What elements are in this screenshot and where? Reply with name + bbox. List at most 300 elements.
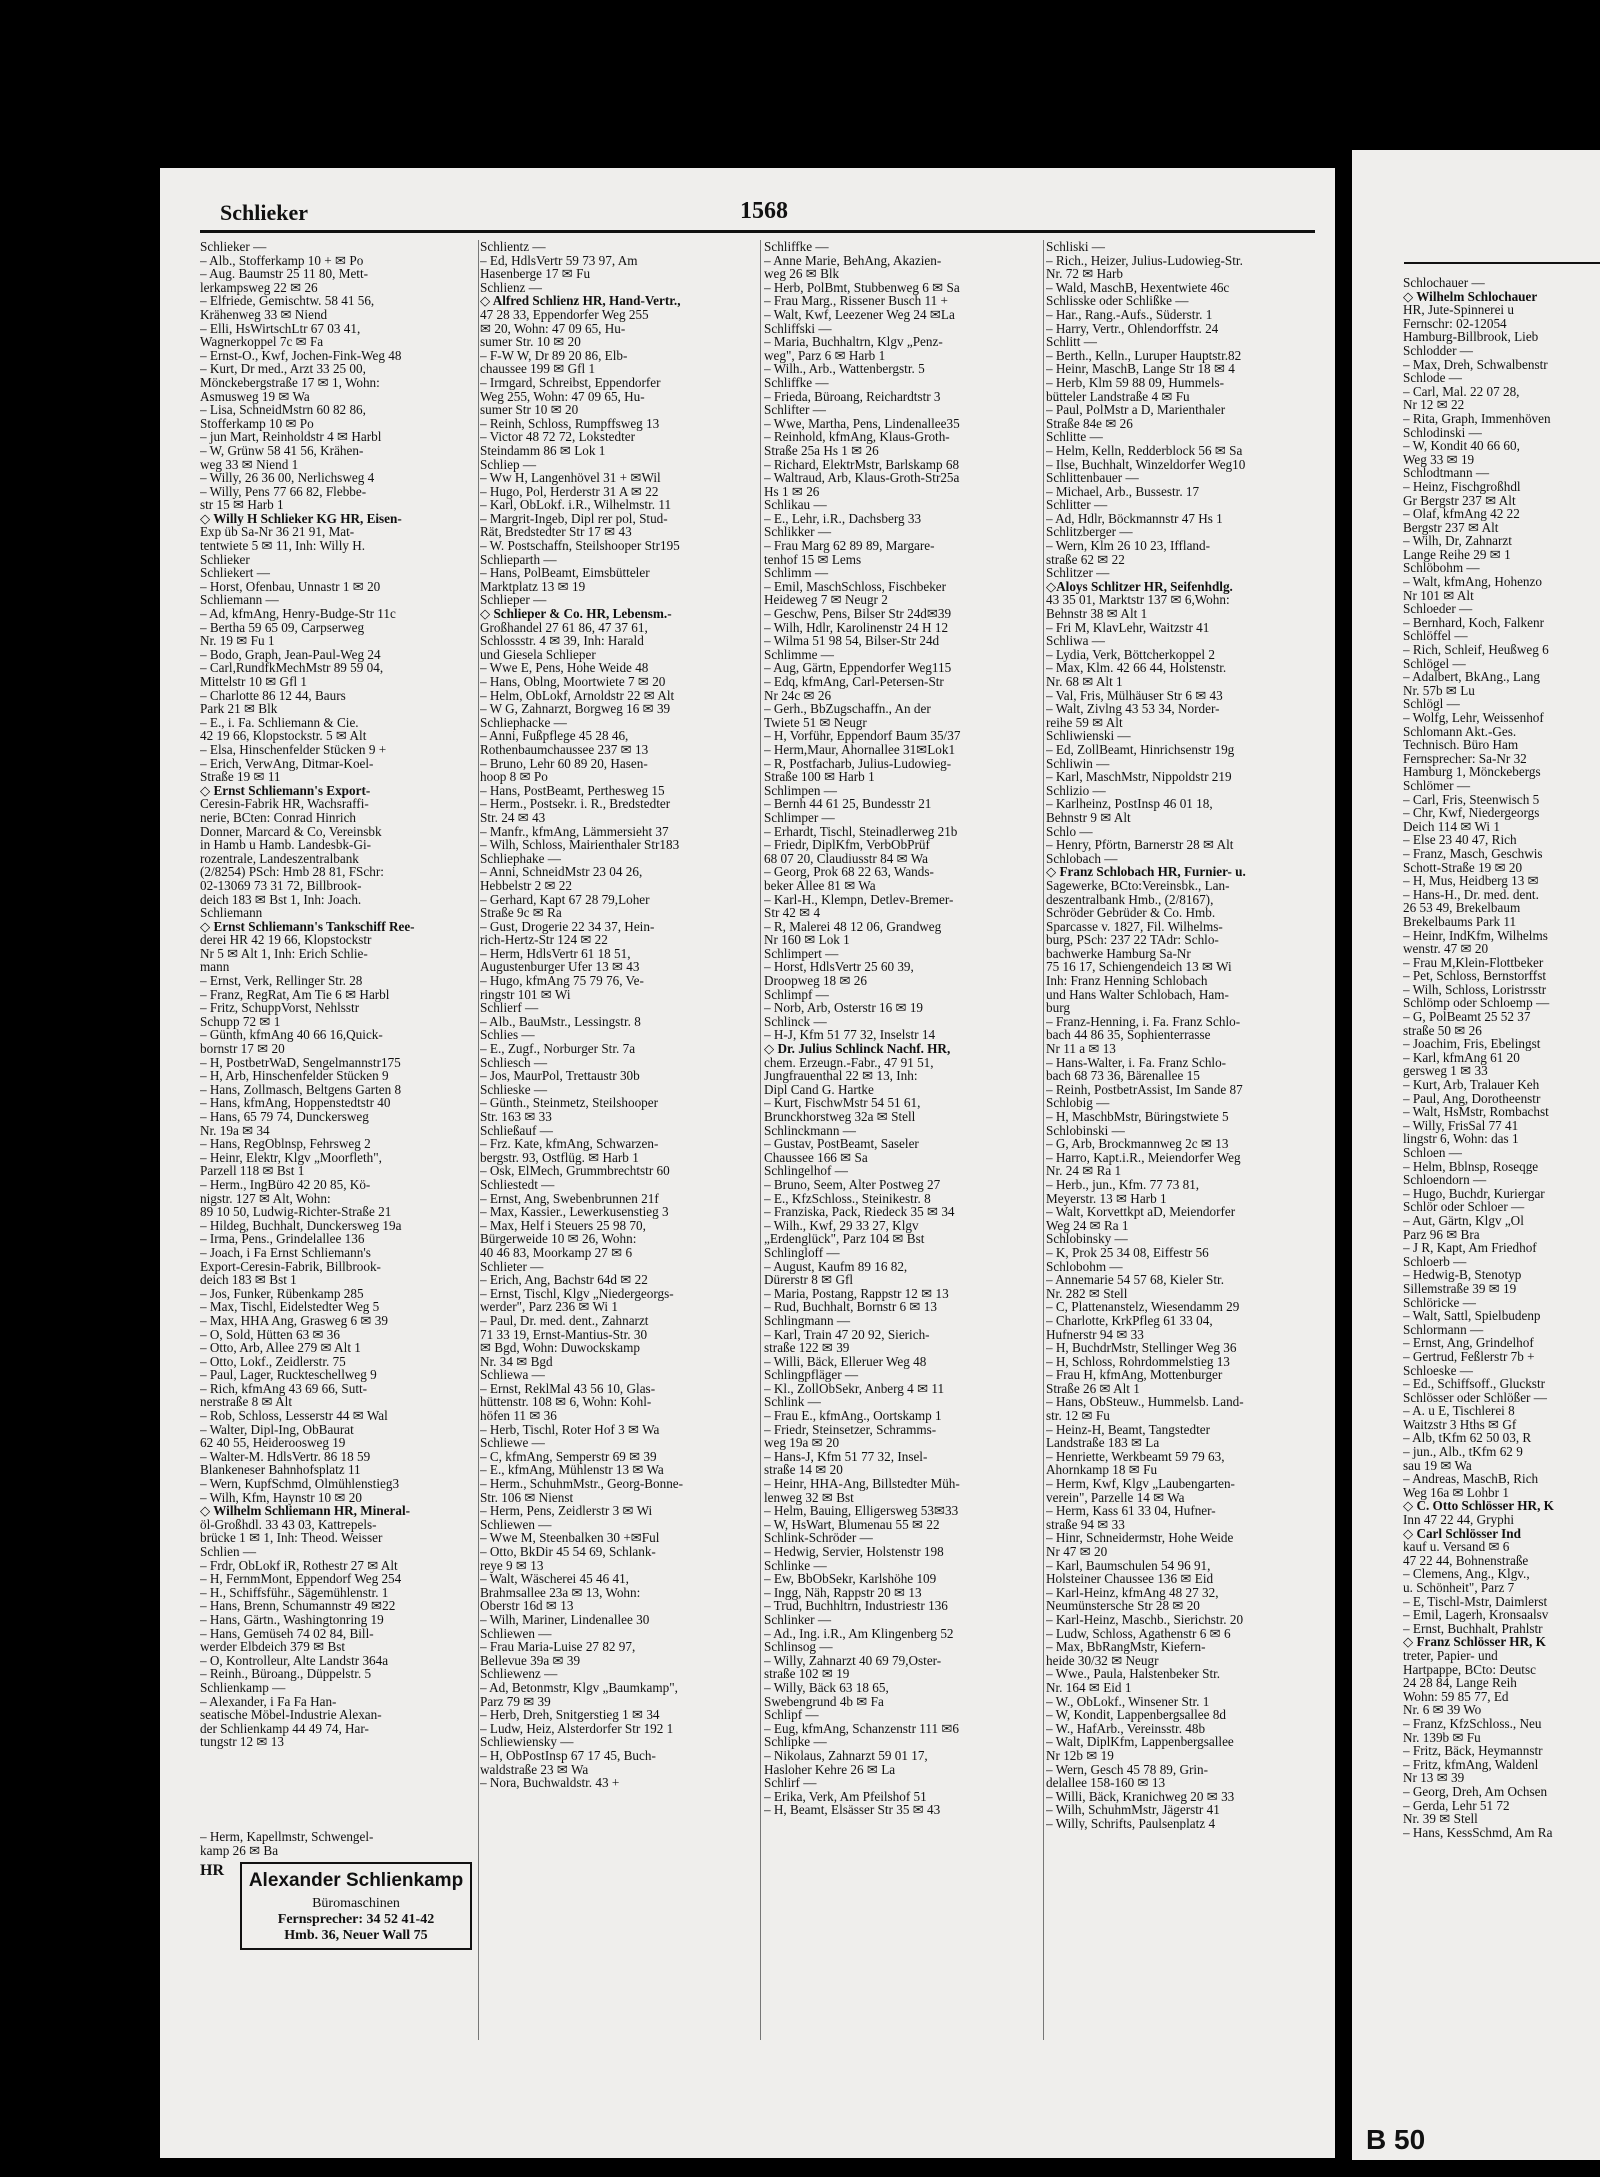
directory-entry-line: straße 94 ✉ 33 bbox=[1046, 1516, 1125, 1532]
directory-entry-line: Brunckhorstweg 32a ✉ Stell bbox=[764, 1109, 916, 1124]
directory-entry-line: Schlobohm — bbox=[1046, 1258, 1123, 1274]
directory-entry-line: Schlöffel — bbox=[1403, 628, 1468, 644]
directory-entry-line: höfen 11 ✉ 36 bbox=[480, 1408, 557, 1424]
directory-entry-line: – Walter, Dipl-Ing, ObBaurat bbox=[200, 1421, 354, 1437]
directory-entry-line: Straße 100 ✉ Harb 1 bbox=[764, 769, 875, 785]
directory-entry-line: Schliewiensky — bbox=[480, 1734, 574, 1750]
directory-entry-line: – Hugo, Buchdr, Kuriergar bbox=[1403, 1185, 1545, 1201]
directory-entry-line: Schlitter — bbox=[1046, 497, 1108, 513]
directory-entry-line: Hasenberge 17 ✉ Fu bbox=[480, 266, 591, 282]
directory-entry-line: – Friedr, DiplKfm, VerbObPrüf bbox=[764, 837, 930, 853]
directory-entry-line: Schliffski — bbox=[764, 320, 832, 336]
directory-entry-line: – Hinr, Schneidermstr, Hohe Weide bbox=[1046, 1530, 1234, 1546]
directory-entry-line: – Frau M,Klein-Flottbeker bbox=[1403, 954, 1544, 970]
directory-entry-line: 89 10 50, Ludwig-Richter-Straße 21 bbox=[200, 1204, 392, 1220]
directory-entry-line: – Rich., Heizer, Julius-Ludowieg-Str. bbox=[1046, 252, 1243, 268]
directory-entry-line: Blankeneser Bahnhofsplatz 11 bbox=[200, 1462, 361, 1478]
directory-entry-line: Schlirf — bbox=[764, 1775, 817, 1791]
directory-entry-line: Schliewa — bbox=[480, 1367, 545, 1383]
directory-entry-line: – Norb, Arb, Osterstr 16 ✉ 19 bbox=[764, 1000, 924, 1016]
directory-entry-line: Schlipke — bbox=[764, 1734, 827, 1750]
directory-entry-line: Straße 84e ✉ 26 bbox=[1046, 415, 1133, 431]
directory-entry-line: Schlömer — bbox=[1403, 777, 1471, 793]
directory-entry-line: – Rob, Schloss, Lesserstr 44 ✉ Wal bbox=[200, 1408, 388, 1424]
directory-entry-line: weg 19a ✉ 20 bbox=[764, 1435, 840, 1451]
directory-entry-line: – Henriette, Werkbeamt 59 79 63, bbox=[1046, 1448, 1225, 1464]
directory-entry-line: – Hugo, kfmAng 75 79 76, Ve- bbox=[480, 973, 644, 989]
directory-entry-line: – Joachim, Fris, Ebelingst bbox=[1403, 1036, 1541, 1052]
directory-entry-line: Schliemann bbox=[200, 905, 263, 921]
directory-entry-line: – Andreas, MaschB, Rich bbox=[1403, 1471, 1539, 1487]
directory-entry-line: Schlientz — bbox=[480, 240, 546, 254]
directory-entry-line: 40 46 83, Moorkamp 27 ✉ 6 bbox=[480, 1244, 633, 1260]
directory-entry-line: Schlink-Schröder — bbox=[764, 1530, 873, 1546]
directory-entry-line: – Karlheinz, PostInsp 46 01 18, bbox=[1046, 796, 1213, 812]
directory-entry-line: Schlipf — bbox=[764, 1707, 819, 1723]
directory-entry-line: – Anni, SchneidMstr 23 04 26, bbox=[480, 864, 643, 880]
directory-entry-line: – Max, Tischl, Eidelstedter Weg 5 bbox=[200, 1299, 380, 1315]
directory-entry-line: – H., Schiffsführ., Sägemühlenstr. 1 bbox=[200, 1584, 389, 1600]
directory-entry-line: – Frieda, Büroang, Reichardtstr 3 bbox=[764, 388, 941, 404]
directory-entry-line: Hebbelstr 2 ✉ 22 bbox=[480, 877, 572, 893]
directory-entry-line: Schlöricke — bbox=[1403, 1294, 1476, 1310]
directory-entry-line: – Otto, Arb, Allee 279 ✉ Alt 1 bbox=[200, 1340, 361, 1356]
directory-entry-line: Schlodtmann — bbox=[1403, 465, 1490, 481]
directory-entry-line: Dipl Cand G. Hartke bbox=[764, 1081, 874, 1097]
directory-entry-line: – W., HafArb., Vereinsstr. 48b bbox=[1046, 1720, 1206, 1736]
directory-entry-line: – Heinr, Elektr, Klgv „Moorfleth", bbox=[200, 1149, 382, 1165]
directory-entry-line: – Herm, Pens, Zeidlerstr 3 ✉ Wi bbox=[480, 1503, 653, 1519]
directory-entry-line: – Joach, i Fa Ernst Schliemann's bbox=[200, 1244, 371, 1260]
directory-entry-line: – Ew, BbObSekr, Karlshöhe 109 bbox=[764, 1571, 937, 1587]
directory-entry-line: – Heinz, Fischgroßhdl bbox=[1403, 478, 1521, 494]
directory-entry-line: – Wilh, Mariner, Lindenallee 30 bbox=[480, 1611, 650, 1627]
directory-entry-line: Deich 114 ✉ Wi 1 bbox=[1403, 818, 1500, 834]
directory-entry-line: – Günth, kfmAng 40 66 16,Quick- bbox=[200, 1027, 383, 1043]
directory-entry-line: kamp 26 ✉ Ba bbox=[200, 1843, 279, 1858]
directory-entry-line: ✉ 20, Wohn: 47 09 65, Hu- bbox=[480, 320, 626, 336]
directory-entry-line: – Walt, Korvettkpt aD, Meiendorfer bbox=[1046, 1204, 1236, 1220]
directory-entry-line: – Elfriede, Gemischtw. 58 41 56, bbox=[200, 293, 375, 309]
directory-entry-line: – C, Plattenanstelz, Wiesendamm 29 bbox=[1046, 1299, 1240, 1315]
directory-entry-line: – W., ObLokf., Winsener Str. 1 bbox=[1046, 1693, 1210, 1709]
directory-entry-line: – Helm, Bauing, Elligersweg 53✉33 bbox=[764, 1503, 959, 1519]
directory-entry-line: – Alexander, i Fa Fa Han- bbox=[200, 1693, 337, 1709]
directory-entry-line: – Frau Marg., Rissener Busch 11 + bbox=[764, 293, 948, 309]
directory-entry-line: Weg 255, Wohn: 47 09 65, Hu- bbox=[480, 388, 645, 404]
directory-entry-line: – Jos, Funker, Rübenkamp 285 bbox=[200, 1285, 364, 1301]
directory-entry-line: Wagnerkoppel 7c ✉ Fa bbox=[200, 334, 324, 350]
directory-entry-line: – W. Postschaffn, Steilshooper Str195 bbox=[480, 538, 680, 554]
directory-entry-line: – J R, Kapt, Am Friedhof bbox=[1403, 1240, 1537, 1256]
directory-entry-line: ◇ Wilhelm Schlochauer bbox=[1403, 288, 1538, 304]
directory-entry-line: – E., i. Fa. Schliemann & Cie. bbox=[200, 714, 359, 730]
directory-entry-line: – Ad., Ing. i.R., Am Klingenberg 52 bbox=[764, 1625, 954, 1641]
directory-entry-line: – Gerh., BbZugschaffn., An der bbox=[764, 701, 931, 717]
directory-entry-line: – Walt, Zivlng 43 53 34, Norder- bbox=[1046, 701, 1220, 717]
directory-entry-line: Ahornkamp 18 ✉ Fu bbox=[1046, 1462, 1158, 1478]
directory-entry-line: – Manfr., kfmAng, Lämmersieht 37 bbox=[480, 823, 669, 839]
directory-entry-line: Schliewen — bbox=[480, 1516, 552, 1532]
directory-entry-line: – W, Kondit, Lappenbergsallee 8d bbox=[1046, 1707, 1226, 1723]
directory-entry-line: ◇Aloys Schlitzer HR, Seifenhdlg. bbox=[1046, 578, 1233, 594]
directory-entry-line: derei HR 42 19 66, Klopstockstr bbox=[200, 932, 372, 948]
directory-entry-line: – Walt, Sattl, Spielbudenp bbox=[1403, 1308, 1541, 1324]
directory-entry-line: Schliewen — bbox=[480, 1625, 552, 1641]
directory-entry-line: reihe 59 ✉ Alt bbox=[1046, 714, 1123, 730]
directory-entry-line: – Wilh, Kfm, Haynstr 10 ✉ 20 bbox=[200, 1489, 362, 1505]
directory-entry-line: Schlodinski — bbox=[1403, 424, 1482, 440]
directory-entry-line: Chaussee 166 ✉ Sa bbox=[764, 1149, 868, 1165]
directory-entry-line: Schliffke — bbox=[764, 240, 829, 254]
directory-entry-line: Str. 163 ✉ 33 bbox=[480, 1109, 552, 1124]
directory-entry-line: Nr. 6 ✉ 39 Wo bbox=[1403, 1702, 1482, 1718]
directory-entry-line: Schlieker bbox=[200, 551, 250, 567]
directory-entry-line: Hamburg-Billbrook, Lieb bbox=[1403, 329, 1539, 345]
directory-entry-line: – Ad, kfmAng, Henry-Budge-Str 11c bbox=[200, 606, 396, 622]
directory-entry-line: Marktplatz 13 ✉ 19 bbox=[480, 578, 586, 594]
directory-entry-line: Nr. 19 ✉ Fu 1 bbox=[200, 633, 275, 649]
directory-entry-line: – Wilh, SchuhmMstr, Jägerstr 41 bbox=[1046, 1802, 1220, 1818]
page-footer-mark: B 50 bbox=[1366, 2124, 1426, 2155]
directory-entry-line: – Clemens, Ang., Klgv., bbox=[1403, 1566, 1530, 1582]
directory-entry-line: Hasloher Kehre 26 ✉ La bbox=[764, 1761, 896, 1777]
directory-entry-line: Rät, Bredstedter Str 17 ✉ 43 bbox=[480, 524, 632, 540]
directory-entry-line: – Lisa, SchneidMstrn 60 82 86, bbox=[200, 402, 366, 418]
directory-entry-line: – Wilh, Hdlr, Karolinenstr 24 H 12 bbox=[764, 619, 949, 635]
directory-entry-line: – Lydia, Verk, Böttcherkoppel 2 bbox=[1046, 646, 1215, 662]
directory-entry-line: – Hans-Walter, i. Fa. Franz Schlo- bbox=[1046, 1054, 1227, 1070]
directory-entry-line: str 15 ✉ Harb 1 bbox=[200, 497, 284, 513]
directory-entry-line: – Kl., ZollObSekr, Anberg 4 ✉ 11 bbox=[764, 1380, 945, 1396]
directory-entry-line: Weg 33 ✉ 19 bbox=[1403, 451, 1475, 467]
directory-entry-line: – Herm, Kass 61 33 04, Hufner- bbox=[1046, 1503, 1216, 1519]
directory-entry-line: – Rita, Graph, Immenhöven bbox=[1403, 410, 1551, 426]
directory-entry-line: – Herm, Kwf, Klgv „Laubengarten- bbox=[1046, 1476, 1235, 1492]
directory-entry-line: Nr. 57b ✉ Lu bbox=[1403, 682, 1475, 698]
directory-entry-line: – Erich, Ang, Bachstr 64d ✉ 22 bbox=[480, 1272, 648, 1288]
directory-entry-line: Schlinck — bbox=[764, 1013, 827, 1029]
directory-entry-line: Schliewe — bbox=[480, 1435, 545, 1451]
directory-entry-line: ◇ Ernst Schliemann's Tankschiff Ree- bbox=[200, 918, 415, 934]
directory-entry-line: – Frau Marg 62 89 89, Margare- bbox=[764, 538, 935, 554]
directory-entry-line: – E., Lehr, i.R., Dachsberg 33 bbox=[764, 510, 922, 526]
directory-entry-line: – R, Malerei 48 12 06, Grandweg bbox=[764, 918, 942, 934]
directory-entry-line: Straße 9c ✉ Ra bbox=[480, 905, 562, 921]
directory-entry-line: Nr. 282 ✉ Stell bbox=[1046, 1285, 1128, 1301]
directory-entry-line: – Paul, Lager, Ruckteschellweg 9 bbox=[200, 1367, 377, 1383]
directory-entry-line: Schlies — bbox=[480, 1027, 535, 1043]
directory-entry-line: u. Schönheit", Parz 7 bbox=[1403, 1580, 1515, 1595]
directory-entry-line: – Franz-Henning, i. Fa. Franz Schlo- bbox=[1046, 1013, 1241, 1029]
directory-entry-line: rozentrale, Landeszentralbank bbox=[200, 850, 359, 866]
directory-entry-line: Schlögl — bbox=[1403, 696, 1460, 712]
directory-entry-line: ◇ C. Otto Schlösser HR, K bbox=[1403, 1498, 1554, 1514]
directory-entry-line: – Alb, tKfm 62 50 03, R bbox=[1403, 1430, 1532, 1446]
directory-entry-line: Export-Ceresin-Fabrik, Billbrook- bbox=[200, 1258, 381, 1274]
directory-entry-line: – H, Mus, Heidberg 13 ✉ bbox=[1403, 873, 1539, 889]
directory-entry-line: Schliski — bbox=[1046, 240, 1105, 254]
directory-entry-line: lerkampsweg 22 ✉ 26 bbox=[200, 279, 318, 295]
directory-entry-line: – Hans, Gärtn., Washingtonring 19 bbox=[200, 1611, 384, 1627]
directory-entry-line: tenhof 15 ✉ Lems bbox=[764, 551, 862, 567]
directory-entry-line: – R, Postfacharb, Julius-Ludowieg- bbox=[764, 755, 952, 771]
directory-entry-line: – Max, Dreh, Schwalbenstr bbox=[1403, 356, 1548, 372]
directory-entry-line: – Ernst-O., Kwf, Jochen-Fink-Weg 48 bbox=[200, 347, 402, 363]
directory-entry-line: – Georg, Prok 68 22 63, Wands- bbox=[764, 864, 934, 880]
directory-entry-line: brücke 1 ✉ 1, Inh: Theod. Weisser bbox=[200, 1530, 383, 1546]
directory-entry-line: ✉ Bgd, Wohn: Duwockskamp bbox=[480, 1340, 640, 1356]
directory-entry-line: Schlinsog — bbox=[764, 1639, 833, 1655]
directory-entry-line: Schlien — bbox=[200, 1544, 257, 1559]
directory-entry-line: Nr 24c ✉ 26 bbox=[764, 687, 832, 703]
directory-entry-line: – Franz, KfzSchloss., Neu bbox=[1403, 1715, 1542, 1731]
directory-entry-line: Schlikker — bbox=[764, 524, 832, 540]
directory-entry-line: Fernschr: 02-12054 bbox=[1403, 315, 1507, 331]
directory-entry-line: – Anni, Fußpflege 45 28 46, bbox=[480, 728, 629, 744]
directory-entry-line: – Rich, kfmAng 43 69 66, Sutt- bbox=[200, 1380, 368, 1396]
directory-entry-line: nerie, BCten: Conrad Hinrich bbox=[200, 809, 357, 825]
directory-entry-line: – Berth., Kelln., Luruper Hauptstr.82 bbox=[1046, 347, 1242, 363]
directory-entry-line: – Paul, PolMstr a D, Marienthaler bbox=[1046, 402, 1226, 418]
directory-entry-line: – Herb, PolBmt, Stubbenweg 6 ✉ Sa bbox=[764, 279, 960, 295]
directory-entry-line: – H, FernmMont, Eppendorf Weg 254 bbox=[200, 1571, 402, 1587]
directory-entry-line: 75 16 17, Schiengendeich 13 ✉ Wi bbox=[1046, 959, 1232, 975]
directory-entry-line: Inh: Franz Henning Schlobach bbox=[1046, 973, 1208, 989]
directory-entry-line: – Willy, Pens 77 66 82, Flebbe- bbox=[200, 483, 367, 499]
directory-entry-line: – Herb, Tischl, Roter Hof 3 ✉ Wa bbox=[480, 1421, 660, 1437]
directory-entry-line: – Geschw, Pens, Bilser Str 24d✉39 bbox=[764, 606, 952, 622]
directory-entry-line: – F-W W, Dr 89 20 86, Elb- bbox=[480, 347, 628, 363]
directory-entry-line: – Frau H, kfmAng, Mottenburger bbox=[1046, 1367, 1223, 1383]
directory-entry-line: – Ed, HdlsVertr 59 73 97, Am bbox=[480, 252, 638, 268]
directory-entry-line: – Harro, Kapt.i.R., Meiendorfer Weg bbox=[1046, 1149, 1241, 1165]
directory-column-4 bbox=[1046, 240, 1321, 1830]
directory-entry-line: Schlifter — bbox=[764, 402, 826, 418]
directory-entry-line: ringstr 101 ✉ Wi bbox=[480, 986, 571, 1002]
directory-entry-line: – K, Prok 25 34 08, Eiffestr 56 bbox=[1046, 1244, 1209, 1260]
directory-entry-line: – Heinr, HHA-Ang, Billstedter Müh- bbox=[764, 1476, 960, 1492]
directory-entry-line: – Erich, VerwAng, Ditmar-Koel- bbox=[200, 755, 374, 771]
directory-entry-line bbox=[200, 1763, 475, 1777]
directory-entry-line: – Herm, Kapellmstr, Schwengel- bbox=[200, 1829, 374, 1845]
directory-entry-line: – Trud, Buchhltrn, Industriestr 136 bbox=[764, 1598, 948, 1614]
directory-entry-line: – Hans, Oblng, Moortwiete 7 ✉ 20 bbox=[480, 674, 666, 689]
directory-entry-line: Schliestedt — bbox=[480, 1176, 555, 1192]
directory-entry-line: 68 07 20, Claudiusstr 84 ✉ Wa bbox=[764, 850, 928, 866]
directory-entry-line: – jun., Alb., tKfm 62 9 bbox=[1403, 1444, 1523, 1460]
directory-entry-line: nigstr. 127 ✉ Alt, Wohn: bbox=[200, 1190, 331, 1206]
directory-entry-line: Schlink — bbox=[764, 1394, 821, 1410]
directory-entry-line: – Heinr, IndKfm, Wilhelms bbox=[1403, 927, 1548, 943]
directory-entry-line: – Ww H, Langenhövel 31 + ✉Wil bbox=[480, 470, 661, 486]
directory-entry-line: Schlimm — bbox=[764, 565, 829, 581]
directory-entry-line: – Willy, Zahnarzt 40 69 79,Oster- bbox=[764, 1652, 942, 1668]
directory-entry-line: und Hans Walter Schlobach, Ham- bbox=[1046, 986, 1229, 1002]
directory-entry-line: – Willy, Schrifts, Paulsenplatz 4 bbox=[1046, 1815, 1216, 1831]
directory-entry-line: Wohn: 59 85 77, Ed bbox=[1403, 1688, 1509, 1704]
directory-entry-line: – Aug, Gärtn, Eppendorfer Weg115 bbox=[764, 660, 952, 676]
directory-entry-line: Ceresin-Fabrik HR, Wachsraffi- bbox=[200, 796, 369, 812]
directory-entry-line: „Erdenglück", Parz 104 ✉ Bst bbox=[764, 1231, 925, 1247]
directory-entry-line: Schlo — bbox=[1046, 823, 1093, 839]
directory-entry-line: straße 14 ✉ 20 bbox=[764, 1462, 843, 1478]
header-keyword: Schlieker bbox=[220, 200, 308, 225]
directory-entry-line: reye 9 ✉ 13 bbox=[480, 1557, 544, 1573]
directory-entry-line: Schlösser oder Schlößer — bbox=[1403, 1389, 1547, 1405]
directory-entry-line: – Herb, Klm 59 88 09, Hummels- bbox=[1046, 374, 1225, 390]
directory-entry-line: Nr. 19a ✉ 34 bbox=[200, 1122, 270, 1138]
directory-entry-line: Behnstr 38 ✉ Alt 1 bbox=[1046, 606, 1148, 622]
directory-entry-line: – W, Grünw 58 41 56, Krähen- bbox=[200, 442, 364, 458]
directory-entry-line: – O, Kontrolleur, Alte Landstr 364a bbox=[200, 1652, 389, 1668]
directory-entry-line: nerstraße 8 ✉ Alt bbox=[200, 1394, 292, 1410]
directory-entry-line: – Wilh., Kwf, 29 33 27, Klgv bbox=[764, 1217, 919, 1233]
directory-entry-line: – Walt, DiplKfm, Lappenbergsallee bbox=[1046, 1734, 1234, 1750]
directory-entry-line: weg", Parz 6 ✉ Harb 1 bbox=[764, 347, 886, 363]
directory-entry-line: Meyerstr. 13 ✉ Harb 1 bbox=[1046, 1190, 1167, 1206]
ad-phone: Fernsprecher: 34 52 41-42 bbox=[277, 1912, 435, 1927]
directory-entry-line: Brekelbaums Park 11 bbox=[1403, 913, 1517, 929]
directory-entry-line: str. 12 ✉ Fu bbox=[1046, 1408, 1110, 1424]
directory-entry-line: – Kurt, FischwMstr 54 51 61, bbox=[764, 1095, 921, 1111]
directory-entry-line: – Herm., IngBüro 42 20 85, Kö- bbox=[200, 1176, 371, 1192]
directory-entry-line: – Ernst, Ang, Swebenbrunnen 21f bbox=[480, 1190, 659, 1206]
directory-entry-line: – Wwe, Martha, Pens, Lindenallee35 bbox=[764, 415, 960, 431]
directory-entry-line: bach 44 86 35, Sophienterrasse bbox=[1046, 1027, 1211, 1043]
page-number: 1568 bbox=[740, 198, 788, 224]
directory-entry-line: Straße 25a Hs 1 ✉ 26 bbox=[764, 442, 879, 458]
directory-entry-line: – Frdr, ObLokf iR, Rothestr 27 ✉ Alt bbox=[200, 1557, 398, 1573]
directory-entry-line: rich-Hertz-Str 124 ✉ 22 bbox=[480, 932, 608, 948]
directory-entry-line: hüttenstr. 108 ✉ 6, Wohn: Kohl- bbox=[480, 1394, 652, 1410]
directory-entry-line: Schupp 72 ✉ 1 bbox=[200, 1013, 281, 1029]
directory-entry-line: Schlobach — bbox=[1046, 850, 1118, 866]
directory-entry-line: Schlode — bbox=[1403, 370, 1462, 386]
directory-entry-line: – Reinh., Büroang., Düppelstr. 5 bbox=[200, 1666, 372, 1682]
directory-column-3 bbox=[764, 240, 1039, 1817]
directory-entry-line: Schlobinsky — bbox=[1046, 1231, 1128, 1247]
directory-entry-line: – Rich, Schleif, Heußweg 6 bbox=[1403, 642, 1549, 658]
directory-entry-line: – H, Vorführ, Eppendorf Baum 35/37 bbox=[764, 728, 961, 744]
directory-entry-line: – E., KfzSchloss., Steinikestr. 8 bbox=[764, 1190, 931, 1206]
directory-entry-line: – Wilh, Schloss, Loristrsstr bbox=[1403, 981, 1547, 997]
directory-entry-line: – Franz, RegRat, Am Tie 6 ✉ Harbl bbox=[200, 986, 390, 1002]
directory-entry-line: treter, Papier- und bbox=[1403, 1647, 1498, 1663]
directory-entry-line: Schlobinski — bbox=[1046, 1122, 1125, 1138]
ad-subtitle: Büromaschinen bbox=[312, 1896, 400, 1911]
directory-entry-line: – Maria, Postang, Rappstr 12 ✉ 13 bbox=[764, 1285, 949, 1301]
directory-entry-line: – H-J, Kfm 51 77 32, Inselstr 14 bbox=[764, 1027, 936, 1043]
directory-entry-line: – Ed, ZollBeamt, Hinrichsenstr 19g bbox=[1046, 741, 1235, 757]
directory-entry-line: Hs 1 ✉ 26 bbox=[764, 483, 820, 499]
directory-entry-line: Schlitzer — bbox=[1046, 565, 1110, 581]
directory-entry-line: – Val, Fris, Mülhäuser Str 6 ✉ 43 bbox=[1046, 687, 1223, 703]
directory-column-1 bbox=[200, 240, 475, 1858]
directory-entry-line: – Kurt, Dr med., Arzt 33 25 00, bbox=[200, 361, 366, 377]
directory-entry-line: – Wilh, Schloss, Mairienthaler Str183 bbox=[480, 837, 680, 853]
directory-entry-line: – Ernst, Verk, Rellinger Str. 28 bbox=[200, 973, 363, 989]
directory-entry-line: – Hans, kfmAng, Hoppenstedtstr 40 bbox=[200, 1095, 391, 1111]
directory-entry-line: Neumünstersche Str 28 ✉ 20 bbox=[1046, 1598, 1200, 1614]
directory-entry-line: werder Elbdeich 379 ✉ Bst bbox=[200, 1639, 346, 1655]
directory-entry-line: Parz 96 ✉ Bra bbox=[1403, 1226, 1480, 1242]
directory-entry-line: – Fritz, kfmAng, Waldenl bbox=[1403, 1756, 1539, 1772]
directory-entry-line: – Karl-Heinz, kfmAng 48 27 32, bbox=[1046, 1584, 1219, 1600]
directory-entry-line: Schloerb — bbox=[1403, 1253, 1467, 1269]
directory-entry-line: – Wilh, Dr, Zahnarzt bbox=[1403, 533, 1512, 549]
directory-entry-line: – Michael, Arb., Bussestr. 17 bbox=[1046, 483, 1200, 499]
directory-entry-line: – Wwe M, Steenbalken 30 +✉Ful bbox=[480, 1530, 660, 1546]
directory-entry-line: waldstraße 23 ✉ Wa bbox=[480, 1761, 589, 1777]
directory-entry-line: – Max, Helf i Steuers 25 98 70, bbox=[480, 1217, 646, 1233]
directory-entry-line: – W G, Zahnarzt, Borgweg 16 ✉ 39 bbox=[480, 701, 671, 717]
directory-entry-line: Nr. 164 ✉ Eid 1 bbox=[1046, 1679, 1132, 1695]
directory-entry-line: burg bbox=[1046, 1000, 1070, 1016]
directory-entry-line: Schloeske — bbox=[1403, 1362, 1473, 1378]
directory-entry-line: öl-Großhdl. 33 43 03, Kattrepels- bbox=[200, 1516, 377, 1532]
directory-entry-line: Bellevue 39a ✉ 39 bbox=[480, 1652, 581, 1668]
directory-entry-line: Schlierf — bbox=[480, 1000, 539, 1016]
directory-entry-line: Schlingmann — bbox=[764, 1312, 851, 1328]
directory-entry-line: Schlingelhof — bbox=[764, 1163, 848, 1179]
directory-entry-line: – Carl,RundfkMechMstr 89 59 04, bbox=[200, 660, 384, 676]
directory-entry-line: – Hans-J, Kfm 51 77 32, Insel- bbox=[764, 1448, 928, 1464]
directory-entry-line: ◇ Alfred Schlienz HR, Hand-Vertr., bbox=[480, 293, 681, 309]
directory-entry-line: – Gustav, PostBeamt, Saseler bbox=[764, 1136, 919, 1152]
directory-entry-line: – Wern, Gesch 45 78 89, Grin- bbox=[1046, 1761, 1209, 1777]
directory-entry-line: Nr. 24 ✉ Ra 1 bbox=[1046, 1163, 1122, 1179]
directory-entry-line: – Walt, kfmAng, Hohenzo bbox=[1403, 574, 1542, 590]
directory-entry-line: sau 19 ✉ Wa bbox=[1403, 1457, 1472, 1473]
directory-entry-line: lenweg 32 ✉ Bst bbox=[764, 1489, 854, 1505]
directory-entry-line: deich 183 ✉ Bst 1 bbox=[200, 1272, 297, 1288]
directory-entry-line: Twiete 51 ✉ Neugr bbox=[764, 714, 867, 730]
directory-entry-line: beker Allee 81 ✉ Wa bbox=[764, 877, 876, 893]
directory-entry-line: Hartpappe, BCto: Deutsc bbox=[1403, 1661, 1536, 1677]
directory-entry-line: – Helm, Kelln, Redderblock 56 ✉ Sa bbox=[1046, 442, 1243, 458]
directory-entry-line: – Georg, Dreh, Am Ochsen bbox=[1403, 1783, 1548, 1799]
directory-entry-line: – Wwe E, Pens, Hohe Weide 48 bbox=[480, 660, 649, 676]
directory-entry-line: – Frau E., kfmAng., Oortskamp 1 bbox=[764, 1408, 942, 1424]
directory-entry-line: – Adalbert, BkAng., Lang bbox=[1403, 669, 1540, 685]
directory-entry-line: – Ludw, Heiz, Alsterdorfer Str 192 1 bbox=[480, 1720, 674, 1736]
directory-entry-line: – Herm,Maur, Ahornallee 31✉Lok1 bbox=[764, 741, 956, 757]
directory-entry-line: Schliesch — bbox=[480, 1054, 548, 1070]
directory-entry-line: Sillemstraße 39 ✉ 19 bbox=[1403, 1280, 1517, 1296]
directory-entry-line: – Gerhard, Kapt 67 28 79,Loher bbox=[480, 891, 650, 907]
directory-entry-line: – Reinh, PostbetrAssist, Im Sande 87 bbox=[1046, 1081, 1243, 1097]
directory-entry-line: – Ed., Schiffsoff., Gluckstr bbox=[1403, 1376, 1545, 1392]
directory-entry-line: Weg 16a ✉ Lohbr 1 bbox=[1403, 1484, 1509, 1500]
directory-entry-line: – G, PolBeamt 25 52 37 bbox=[1403, 1009, 1531, 1025]
directory-entry-line: Str 42 ✉ 4 bbox=[764, 905, 821, 921]
directory-entry-line: – Paul, Ang, Dorotheenstr bbox=[1403, 1090, 1541, 1106]
directory-entry-line: – Alb., BauMstr., Lessingstr. 8 bbox=[480, 1013, 641, 1029]
directory-entry-line: – Walt, HsMstr, Rombachst bbox=[1403, 1104, 1549, 1120]
directory-entry-line: – Pet, Schloss, Bernstorffst bbox=[1403, 968, 1546, 984]
column-divider bbox=[478, 240, 479, 2040]
directory-entry-line: 62 40 55, Heideroosweg 19 bbox=[200, 1435, 346, 1451]
directory-entry-line: Nr 160 ✉ Lok 1 bbox=[764, 932, 850, 948]
directory-entry-line: weg 26 ✉ Blk bbox=[764, 266, 840, 282]
directory-entry-line: Schliephake — bbox=[480, 850, 561, 866]
directory-entry-line: Dürerstr 8 ✉ Gfl bbox=[764, 1272, 854, 1288]
directory-entry-line: ◇ Dr. Julius Schlinck Nachf. HR, bbox=[764, 1041, 951, 1057]
directory-entry-line: – Willy, Bäck 63 18 65, bbox=[764, 1679, 889, 1695]
directory-entry-line: Jungfrauenthal 22 ✉ 13, Inh: bbox=[764, 1068, 918, 1084]
directory-entry-line: – Wolfg, Lehr, Weissenhof bbox=[1403, 710, 1544, 725]
